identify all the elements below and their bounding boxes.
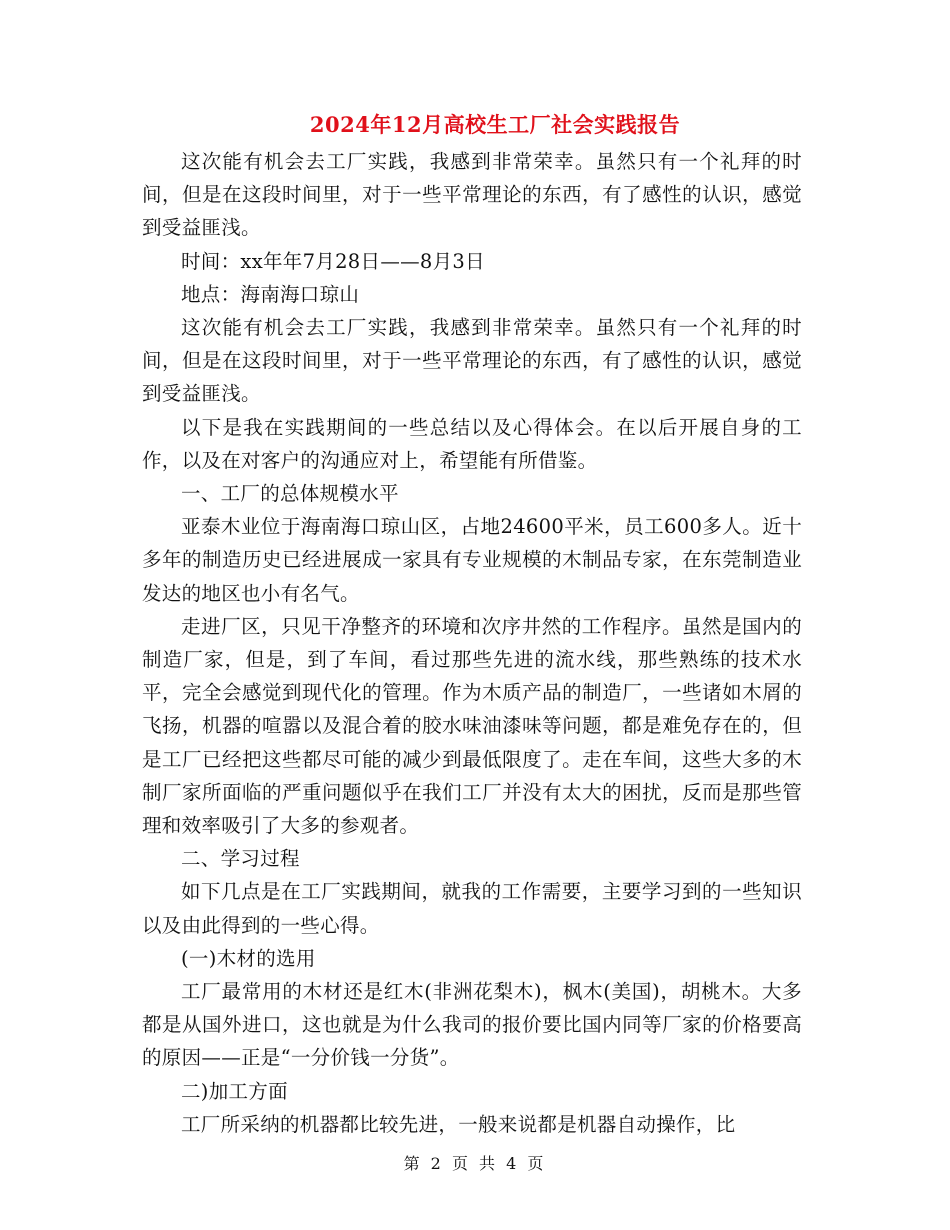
subsection-heading: (一)木材的选用 — [181, 946, 316, 970]
page-number-footer: 第 2 页 共 4 页 — [403, 1154, 547, 1173]
document-body — [142, 145, 802, 1141]
body-paragraph: 如下几点是在工厂实践期间，就我的工作需要，主要学习到的一些知识以及由此得到的一些心得。 — [142, 880, 802, 937]
body-paragraph: 时间：xx年年7月28日——8月3日 — [181, 249, 485, 273]
body-paragraph: 工厂最常用的木材还是红木(非洲花梨木)，枫木(美国)，胡桃木。大多都是从国外进口，这也就是为什么我司的报价要比国内同等厂家的价格要高的原因——正是“一分价钱一分货”。 — [142, 980, 802, 1070]
body-paragraph: 这次能有机会去工厂实践，我感到非常荣幸。虽然只有一个礼拜的时间，但是在这段时间里，对于一些平常理论的东西，有了感性的认识，感觉到受益匪浅。 — [142, 150, 802, 240]
body-paragraph: 以下是我在实践期间的一些总结以及心得体会。在以后开展自身的工作，以及在对客户的沟通应对上，希望能有所借鉴。 — [142, 415, 802, 472]
body-paragraph: 亚泰木业位于海南海口琼山区，占地24600平米，员工600多人。近十多年的制造历史已经进展成一家具有专业规模的木制品专家，在东莞制造业发达的地区也小有名气。 — [142, 515, 802, 605]
body-paragraph: 工厂所采纳的机器都比较先进，一般来说都是机器自动操作，比 — [181, 1112, 736, 1136]
body-paragraph: 这次能有机会去工厂实践，我感到非常荣幸。虽然只有一个礼拜的时间，但是在这段时间里，对于一些平常理论的东西，有了感性的认识，感觉到受益匪浅。 — [142, 316, 802, 406]
document-title: 2024年12月高校生工厂社会实践报告 — [309, 112, 681, 137]
body-paragraph: 地点：海南海口琼山 — [181, 282, 360, 306]
section-heading: 一、工厂的总体规模水平 — [181, 482, 399, 506]
body-paragraph: 走进厂区，只见干净整齐的环境和次序井然的工作程序。虽然是国内的制造厂家，但是，到了车间，看过那些先进的流水线，那些熟练的技术水平，完全会感觉到现代化的管理。作为木质产品的制造厂，一些诸如木屑的飞扬，机器的喧嚣以及混合着的胶水味油漆味等问题，都是难免存在的，但是工厂已经把这些都尽可能的减少到最低限度了。走在车间，这些大多的木制厂家所面临的严重问题似乎在我们工厂并没有太大的困扰，反而是那些管理和效率吸引了大多的参观者。 — [142, 614, 802, 838]
subsection-heading: 二)加工方面 — [181, 1079, 288, 1103]
section-heading: 二、学习过程 — [181, 847, 300, 871]
